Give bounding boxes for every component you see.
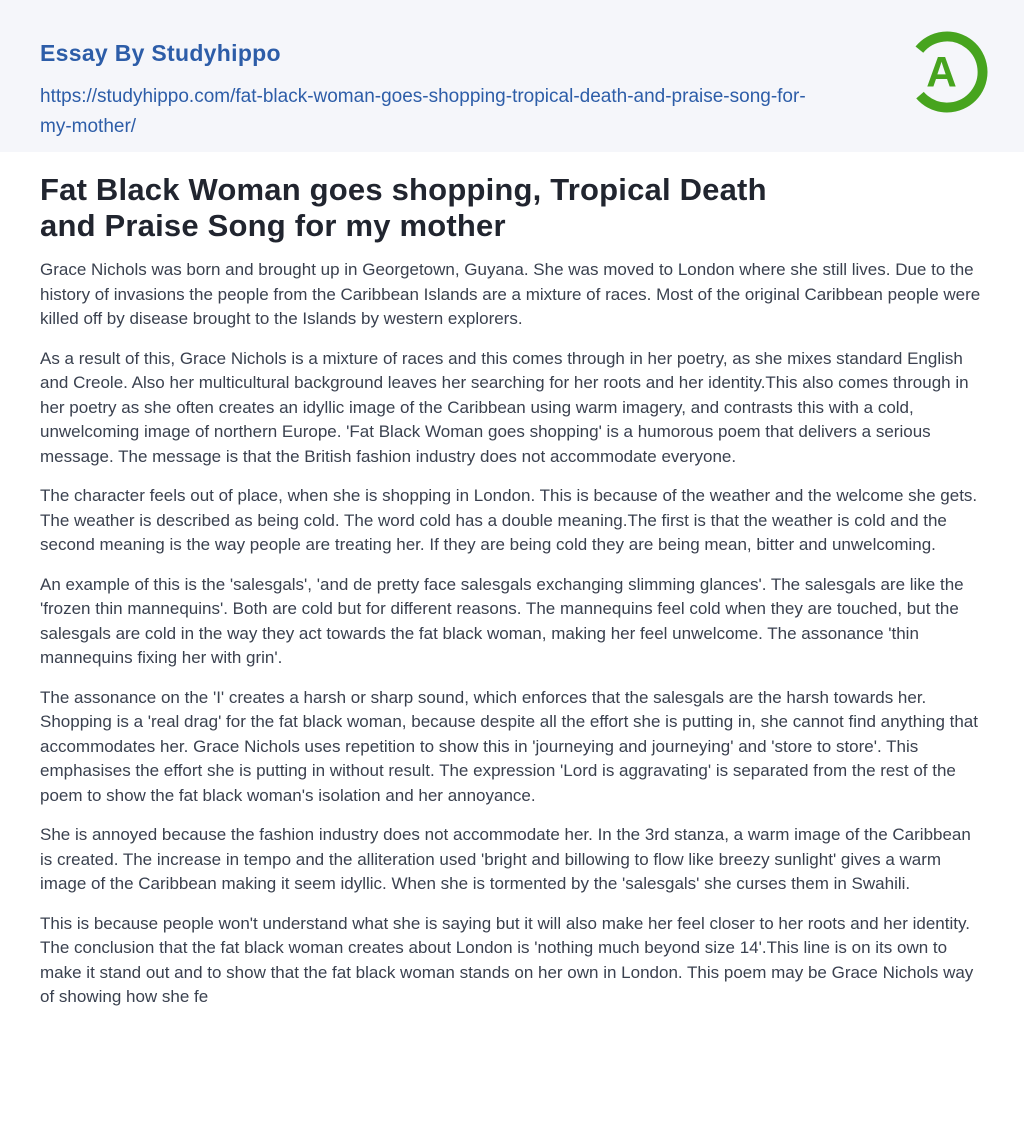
article-paragraph: Grace Nichols was born and brought up in Georgetown, Guyana. She was moved to London where she still lives. Due to the history of invasions the people from the Caribbean Islands are a mixture of races. Most of the original Caribbean people were killed off by disease brought to the Islands by western explorers. <box>40 260 981 328</box>
source-url-link[interactable] <box>40 82 840 142</box>
article-paragraph: The character feels out of place, when she is shopping in London. This is because of the weather and the welcome she gets. The weather is described as being cold. The word cold has a double meaning.The first is that the weather is cold and the second meaning is the way people are treating her. If they are being cold they are being mean, bitter and unwelcoming. <box>40 486 978 554</box>
source-url-line-1: https://studyhippo.com/fat-black-woman-goes-shopping-tropical-death-and-praise-song-for- <box>40 86 806 107</box>
article-paragraph: She is annoyed because the fashion industry does not accommodate her. In the 3rd stanza, a warm image of the Caribbean is created. The increase in tempo and the alliteration used 'bright and billowing to flow like breezy sunlight' gives a warm image of the Caribbean making it seem idyllic. When she is tormented by the 'salesgals' she curses them in Swahili. <box>40 825 971 893</box>
logo-letter: A <box>926 48 957 96</box>
page-header <box>0 0 1024 152</box>
article-paragraph: This is because people won't understand what she is saying but it will also make her feel closer to her roots and her identity. The conclusion that the fat black woman creates about London is 'nothing much beyond size 14'.This line is on its own to make it stand out and to show that the fat black woman stands on her own in London. This poem may be Grace Nichols way of showing how she fe <box>40 913 974 1006</box>
article <box>0 152 1024 1010</box>
article-title <box>40 172 984 244</box>
article-paragraphs <box>40 258 984 1010</box>
article-paragraph: As a result of this, Grace Nichols is a mixture of races and this comes through in her poetry, as she mixes standard English and Creole. Also her multicultural background leaves her searching for her roots and her identity.This also comes through in her poetry as she often creates an idyllic image of the Caribbean using warm imagery, and contrasts this with a cold, unwelcoming image of northern Europe. 'Fat Black Woman goes shopping' is a humorous poem that delivers a serious message. The message is that the British fashion industry does not accommodate everyone. <box>40 348 969 466</box>
studyhippo-logo <box>902 27 992 117</box>
article-title-line-2: and Praise Song for my mother <box>40 208 506 243</box>
byline-heading: Essay By Studyhippo <box>40 40 281 66</box>
article-paragraph: The assonance on the 'I' creates a harsh or sharp sound, which enforces that the salesgals are the harsh towards her. Shopping is a 'real drag' for the fat black woman, because despite all the effort she is putting in, she cannot find anything that accommodates her. Grace Nichols uses repetition to show this in 'journeying and journeying' and 'store to store'. This emphasises the effort she is putting in without result. The expression 'Lord is aggravating' is separated from the rest of the poem to show the fat black woman's isolation and her annoyance. <box>40 687 978 805</box>
source-url-line-2: my-mother/ <box>40 116 137 137</box>
open-circle-arc-icon <box>902 27 992 117</box>
article-paragraph: An example of this is the 'salesgals', 'and de pretty face salesgals exchanging slimming glances'. The salesgals are like the 'frozen thin mannequins'. Both are cold but for different reasons. The mannequins feel cold when they are touched, but the salesgals are cold in the way they act towards the fat black woman, making her feel unwelcome. The assonance 'thin mannequins fixing her with grin'. <box>40 574 964 667</box>
article-title-line-1: Fat Black Woman goes shopping, Tropical Death <box>40 172 767 207</box>
